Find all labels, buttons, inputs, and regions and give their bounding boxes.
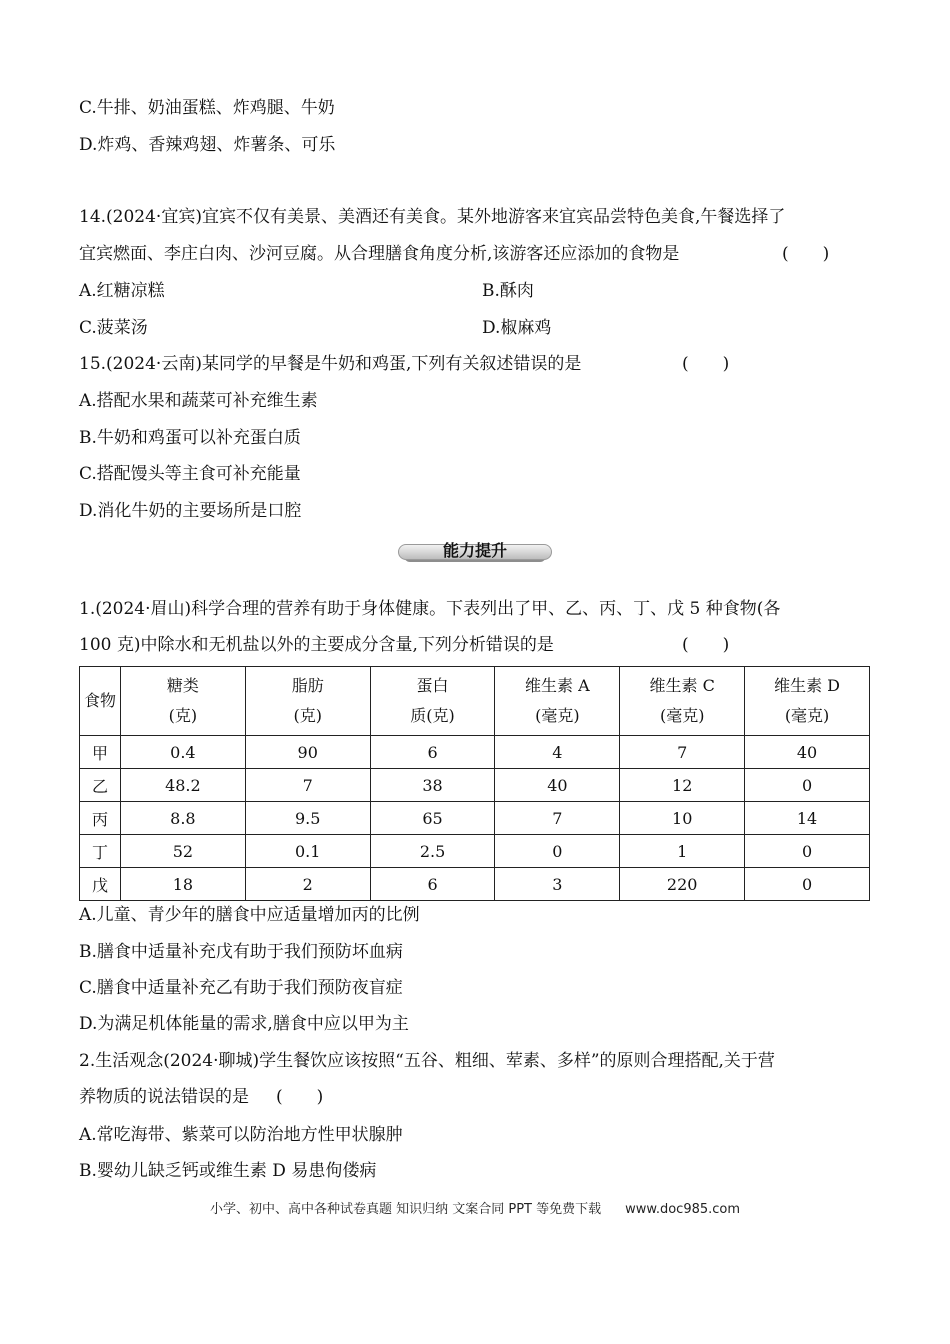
q15-answer-blank: ( ) — [682, 354, 730, 374]
table-cell: 65 — [370, 802, 495, 835]
table-cell: 10 — [620, 802, 745, 835]
table-cell: 乙 — [80, 769, 121, 802]
p1-option-d: D.为满足机体能量的需求,膳食中应以甲为主 — [79, 1014, 409, 1034]
p2-option-a: A.常吃海带、紫菜可以防治地方性甲状腺肿 — [79, 1125, 403, 1145]
q14-answer-blank: ( ) — [782, 244, 830, 264]
table-cell: 2 — [245, 868, 370, 901]
p1-stem-line1: 1.(2024·眉山)科学合理的营养有助于身体健康。下表列出了甲、乙、丙、丁、戊 5 种食物(各 — [79, 599, 781, 619]
table-cell: 戊 — [80, 868, 121, 901]
q15-option-d: D.消化牛奶的主要场所是口腔 — [79, 501, 302, 521]
p2-answer-blank: ( ) — [276, 1087, 324, 1107]
table-cell: 220 — [620, 868, 745, 901]
table-row — [80, 868, 870, 901]
q14-stem-line1: 14.(2024·宜宾)宜宾不仅有美景、美酒还有美食。某外地游客来宜宾品尝特色美食,午餐选择了 — [79, 207, 786, 227]
section-banner — [398, 540, 552, 562]
table-cell: 0 — [495, 835, 620, 868]
table-cell: 14 — [745, 802, 870, 835]
q15-option-b: B.牛奶和鸡蛋可以补充蛋白质 — [79, 428, 301, 448]
table-cell: 0.4 — [120, 736, 245, 769]
table-cell: 7 — [245, 769, 370, 802]
table-cell: 1 — [620, 835, 745, 868]
table-cell: 38 — [370, 769, 495, 802]
p2-stem-line2: 养物质的说法错误的是 — [79, 1087, 249, 1107]
header-food: 食物 — [80, 667, 121, 736]
q14-stem-line2: 宜宾燃面、李庄白肉、沙河豆腐。从合理膳食角度分析,该游客还应添加的食物是 — [79, 244, 680, 264]
table-cell: 52 — [120, 835, 245, 868]
page-footer — [0, 1198, 950, 1217]
table-cell: 40 — [495, 769, 620, 802]
table-cell: 48.2 — [120, 769, 245, 802]
table-cell: 0 — [745, 835, 870, 868]
q14-option-c: C.菠菜汤 — [79, 318, 148, 338]
table-row — [80, 769, 870, 802]
table-cell: 8.8 — [120, 802, 245, 835]
table-cell: 甲 — [80, 736, 121, 769]
q13-option-c: C.牛排、奶油蛋糕、炸鸡腿、牛奶 — [79, 98, 335, 118]
table-row — [80, 736, 870, 769]
nutrition-table — [79, 666, 870, 901]
p1-stem-line2: 100 克)中除水和无机盐以外的主要成分含量,下列分析错误的是 — [79, 635, 554, 655]
section-title: 能力提升 — [442, 541, 507, 560]
table-header-row — [80, 667, 870, 736]
q13-option-d: D.炸鸡、香辣鸡翅、炸薯条、可乐 — [79, 135, 336, 155]
p1-option-c: C.膳食中适量补充乙有助于我们预防夜盲症 — [79, 978, 403, 998]
p1-option-b: B.膳食中适量补充戊有助于我们预防坏血病 — [79, 942, 403, 962]
header-fat: 脂肪 (克) — [245, 667, 370, 736]
table-cell: 4 — [495, 736, 620, 769]
table-cell: 6 — [370, 868, 495, 901]
table-cell: 18 — [120, 868, 245, 901]
q15-stem: 15.(2024·云南)某同学的早餐是牛奶和鸡蛋,下列有关叙述错误的是 — [79, 354, 582, 374]
footer-text: 小学、初中、高中各种试卷真题 知识归纳 文案合同 PPT 等免费下载 — [209, 1202, 602, 1217]
table-cell: 0.1 — [245, 835, 370, 868]
p2-stem-line1: 2.生活观念(2024·聊城)学生餐饮应该按照“五谷、粗细、荤素、多样”的原则合理搭配,关于营 — [79, 1051, 775, 1071]
table-cell: 2.5 — [370, 835, 495, 868]
p1-answer-blank: ( ) — [682, 635, 730, 655]
table-cell: 6 — [370, 736, 495, 769]
p1-option-a: A.儿童、青少年的膳食中应适量增加丙的比例 — [79, 905, 420, 925]
table-cell: 丙 — [80, 802, 121, 835]
q15-option-c: C.搭配馒头等主食可补充能量 — [79, 464, 301, 484]
table-cell: 0 — [745, 769, 870, 802]
table-cell: 12 — [620, 769, 745, 802]
footer-url: www.doc985.com — [625, 1202, 741, 1217]
header-vitamin-a: 维生素 A (毫克) — [495, 667, 620, 736]
table-cell: 7 — [495, 802, 620, 835]
table-cell: 7 — [620, 736, 745, 769]
q15-option-a: A.搭配水果和蔬菜可补充维生素 — [79, 391, 318, 411]
table-cell: 丁 — [80, 835, 121, 868]
header-vitamin-d: 维生素 D (毫克) — [745, 667, 870, 736]
header-protein: 蛋白 质(克) — [370, 667, 495, 736]
header-vitamin-c: 维生素 C (毫克) — [620, 667, 745, 736]
table-row — [80, 802, 870, 835]
q14-option-a: A.红糖凉糕 — [79, 281, 165, 301]
table-cell: 0 — [745, 868, 870, 901]
table-cell: 9.5 — [245, 802, 370, 835]
q14-option-d: D.椒麻鸡 — [482, 318, 552, 338]
table-cell: 90 — [245, 736, 370, 769]
table-row — [80, 835, 870, 868]
table-cell: 3 — [495, 868, 620, 901]
q14-option-b: B.酥肉 — [482, 281, 534, 301]
p2-option-b: B.婴幼儿缺乏钙或维生素 D 易患佝偻病 — [79, 1161, 377, 1181]
header-sugar: 糖类 (克) — [120, 667, 245, 736]
table-cell: 40 — [745, 736, 870, 769]
